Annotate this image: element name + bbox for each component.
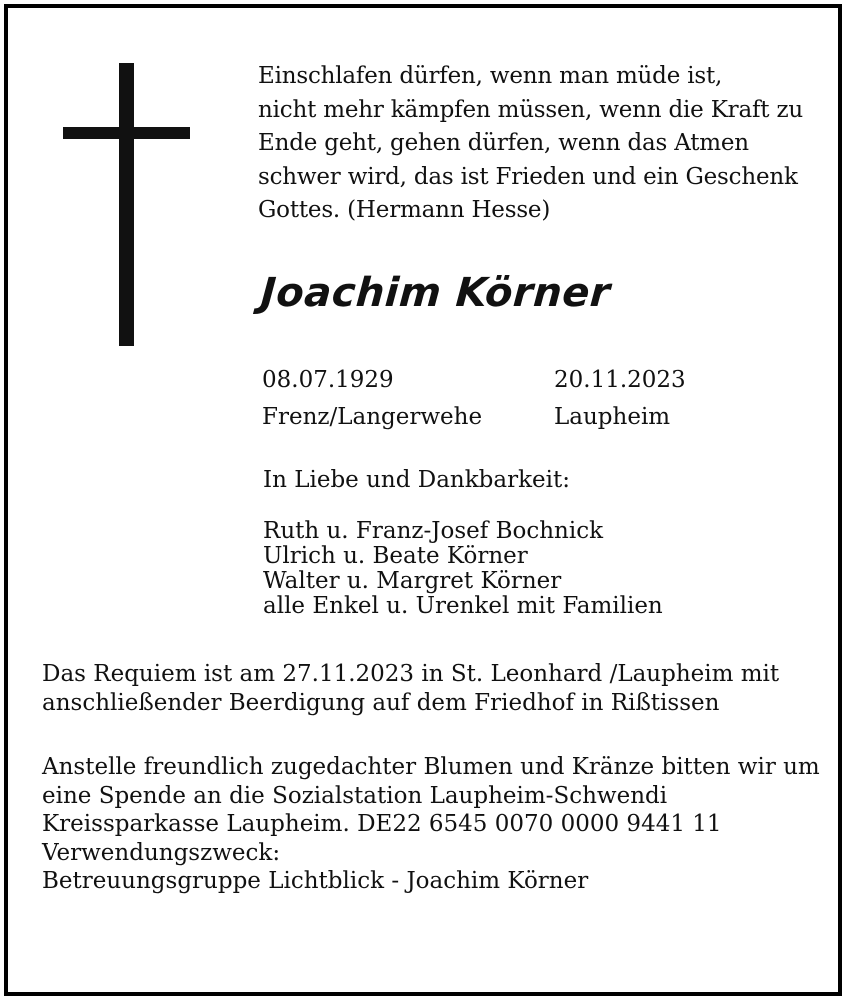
mourners-list bbox=[263, 519, 663, 619]
birth-place: Frenz/Langerwehe bbox=[262, 404, 483, 430]
mourner-entry: Ulrich u. Beate Körner bbox=[263, 543, 528, 569]
requiem-line: Das Requiem ist am 27.11.2023 in St. Leonhard /Laupheim mit bbox=[42, 661, 780, 687]
mourner-entry: Ruth u. Franz-Josef Bochnick bbox=[263, 518, 604, 544]
birth-date: 08.07.1929 bbox=[262, 367, 394, 393]
requiem-notice bbox=[42, 660, 832, 718]
verse-final-word: Gottes. bbox=[258, 197, 341, 223]
verse-attribution: (Hermann Hesse) bbox=[347, 197, 551, 223]
donation-line: Kreissparkasse Laupheim. DE22 6545 0070 0000 9441 11 bbox=[42, 811, 722, 837]
mourner-entry: Walter u. Margret Körner bbox=[263, 568, 562, 594]
donation-line: eine Spende an die Sozialstation Laupheim-Schwendi bbox=[42, 782, 668, 809]
birth-info bbox=[262, 362, 482, 436]
poem-verse bbox=[258, 60, 818, 228]
verse-last-line bbox=[258, 194, 786, 228]
donation-line: Anstelle freundlich zugedachter Blumen und Kränze bitten wir um bbox=[42, 754, 820, 780]
verse-line: Ende geht, gehen dürfen, wenn das Atmen bbox=[258, 130, 749, 156]
dedication-text: In Liebe und Dankbarkeit: bbox=[263, 467, 570, 493]
donation-line: Verwendungszweck: bbox=[42, 839, 281, 866]
deceased-name: Joachim Körner bbox=[259, 270, 612, 316]
verse-line: schwer wird, das ist Frieden und ein Geschenk bbox=[258, 163, 798, 190]
donation-notice bbox=[42, 753, 832, 896]
verse-line: Einschlafen dürfen, wenn man müde ist, bbox=[258, 63, 723, 89]
requiem-line: anschließender Beerdigung auf dem Friedhof in Rißtissen bbox=[42, 690, 720, 716]
mourner-entry: alle Enkel u. Urenkel mit Familien bbox=[263, 593, 663, 619]
cross-horizontal-bar bbox=[63, 127, 190, 139]
verse-line: nicht mehr kämpfen müssen, wenn die Kraft zu bbox=[258, 96, 803, 123]
cross-vertical-bar bbox=[119, 63, 134, 346]
death-place: Laupheim bbox=[554, 404, 671, 430]
death-info bbox=[554, 362, 686, 436]
death-date: 20.11.2023 bbox=[554, 367, 686, 393]
donation-line: Betreuungsgruppe Lichtblick - Joachim Körner bbox=[42, 868, 589, 894]
